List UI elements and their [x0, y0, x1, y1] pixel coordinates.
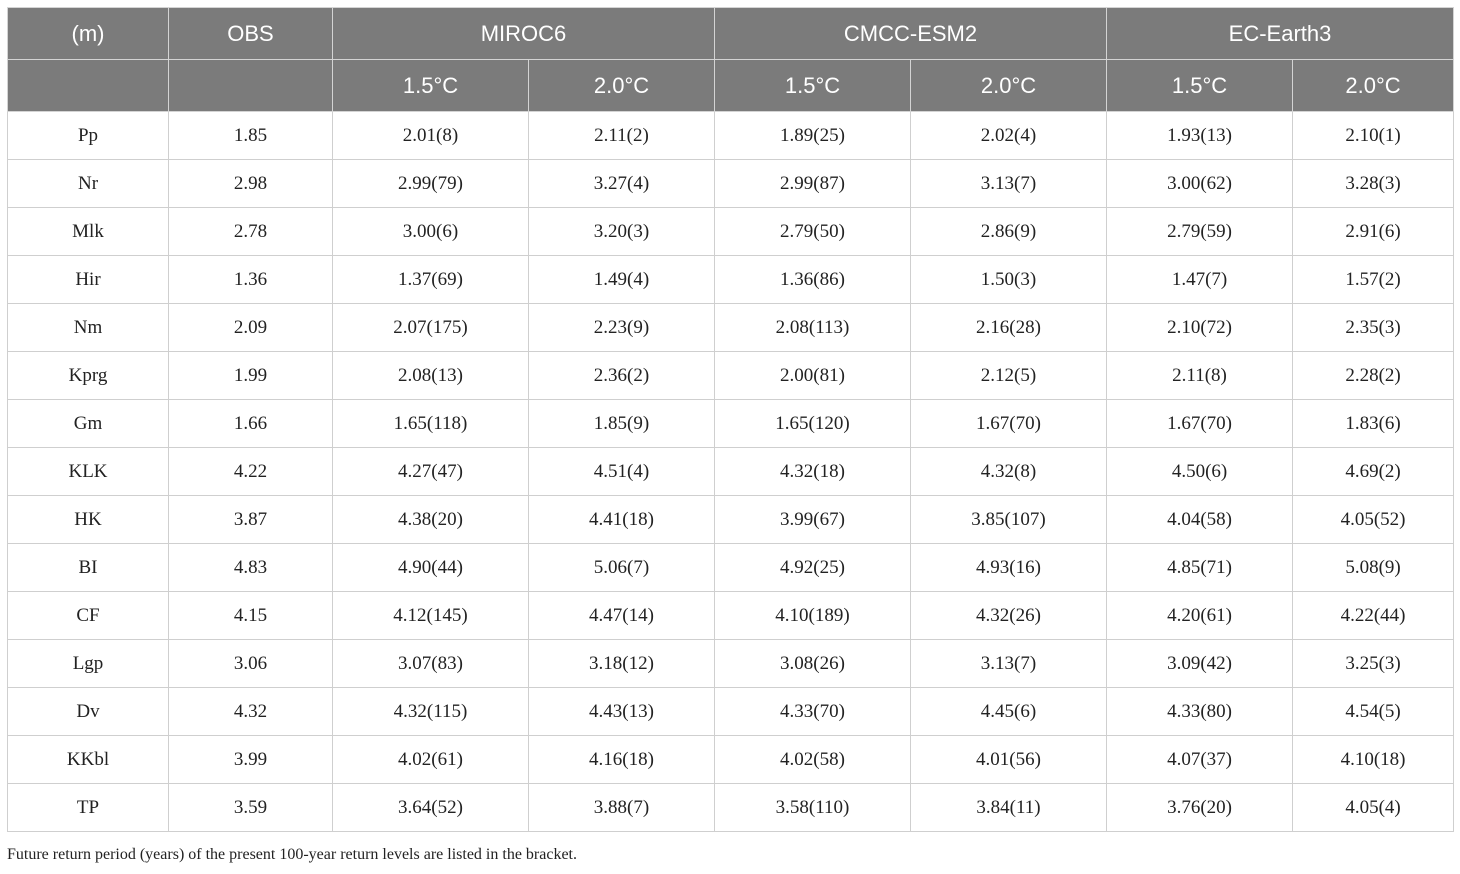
cmcc-esm2-2p0-cell: 4.93(16)	[911, 544, 1107, 592]
header-model-cmcc-esm2: CMCC-ESM2	[715, 8, 1107, 60]
ec-earth3-1p5-cell: 2.79(59)	[1107, 208, 1293, 256]
table-row	[8, 112, 1454, 160]
miroc6-1p5-cell: 1.37(69)	[333, 256, 529, 304]
station-name-cell: Lgp	[8, 640, 169, 688]
obs-value-cell: 3.99	[169, 736, 333, 784]
miroc6-1p5-cell: 4.38(20)	[333, 496, 529, 544]
ec-earth3-1p5-cell: 4.85(71)	[1107, 544, 1293, 592]
cmcc-esm2-1p5-cell: 3.58(110)	[715, 784, 911, 832]
header-model-miroc6: MIROC6	[333, 8, 715, 60]
miroc6-2p0-cell: 2.36(2)	[529, 352, 715, 400]
obs-value-cell: 2.78	[169, 208, 333, 256]
ec-earth3-2p0-cell: 4.10(18)	[1293, 736, 1454, 784]
cmcc-esm2-1p5-cell: 4.32(18)	[715, 448, 911, 496]
miroc6-2p0-cell: 3.18(12)	[529, 640, 715, 688]
cmcc-esm2-1p5-cell: 1.36(86)	[715, 256, 911, 304]
cmcc-esm2-1p5-cell: 4.33(70)	[715, 688, 911, 736]
ec-earth3-1p5-cell: 2.10(72)	[1107, 304, 1293, 352]
cmcc-esm2-1p5-cell: 2.99(87)	[715, 160, 911, 208]
miroc6-2p0-cell: 1.49(4)	[529, 256, 715, 304]
header-empty-cell	[8, 60, 169, 112]
table-row	[8, 496, 1454, 544]
table-row	[8, 784, 1454, 832]
miroc6-1p5-cell: 3.64(52)	[333, 784, 529, 832]
miroc6-1p5-cell: 4.12(145)	[333, 592, 529, 640]
ec-earth3-2p0-cell: 4.05(4)	[1293, 784, 1454, 832]
miroc6-2p0-cell: 4.43(13)	[529, 688, 715, 736]
ec-earth3-1p5-cell: 3.09(42)	[1107, 640, 1293, 688]
table-row	[8, 400, 1454, 448]
table-header	[8, 8, 1454, 112]
miroc6-1p5-cell: 1.65(118)	[333, 400, 529, 448]
ec-earth3-1p5-cell: 2.11(8)	[1107, 352, 1293, 400]
ec-earth3-2p0-cell: 2.35(3)	[1293, 304, 1454, 352]
table-row	[8, 640, 1454, 688]
cmcc-esm2-2p0-cell: 4.45(6)	[911, 688, 1107, 736]
miroc6-2p0-cell: 2.23(9)	[529, 304, 715, 352]
table-row	[8, 544, 1454, 592]
station-name-cell: KLK	[8, 448, 169, 496]
obs-value-cell: 2.09	[169, 304, 333, 352]
ec-earth3-2p0-cell: 1.57(2)	[1293, 256, 1454, 304]
cmcc-esm2-1p5-cell: 1.89(25)	[715, 112, 911, 160]
obs-value-cell: 1.99	[169, 352, 333, 400]
ec-earth3-1p5-cell: 4.04(58)	[1107, 496, 1293, 544]
cmcc-esm2-1p5-cell: 4.10(189)	[715, 592, 911, 640]
station-name-cell: KKbl	[8, 736, 169, 784]
table-row	[8, 352, 1454, 400]
obs-value-cell: 3.87	[169, 496, 333, 544]
ec-earth3-2p0-cell: 2.91(6)	[1293, 208, 1454, 256]
miroc6-1p5-cell: 2.07(175)	[333, 304, 529, 352]
table-row	[8, 448, 1454, 496]
miroc6-1p5-cell: 4.02(61)	[333, 736, 529, 784]
cmcc-esm2-2p0-cell: 3.84(11)	[911, 784, 1107, 832]
ec-earth3-1p5-cell: 1.47(7)	[1107, 256, 1293, 304]
miroc6-2p0-cell: 4.47(14)	[529, 592, 715, 640]
miroc6-2p0-cell: 4.41(18)	[529, 496, 715, 544]
cmcc-esm2-2p0-cell: 3.85(107)	[911, 496, 1107, 544]
return-level-table-container	[7, 7, 1453, 832]
ec-earth3-1p5-cell: 1.67(70)	[1107, 400, 1293, 448]
header-warming-level: 2.0°C	[1293, 60, 1454, 112]
miroc6-1p5-cell: 2.08(13)	[333, 352, 529, 400]
cmcc-esm2-1p5-cell: 2.79(50)	[715, 208, 911, 256]
station-name-cell: BI	[8, 544, 169, 592]
station-name-cell: HK	[8, 496, 169, 544]
obs-value-cell: 1.36	[169, 256, 333, 304]
ec-earth3-1p5-cell: 4.50(6)	[1107, 448, 1293, 496]
miroc6-1p5-cell: 2.01(8)	[333, 112, 529, 160]
station-name-cell: Hir	[8, 256, 169, 304]
obs-value-cell: 3.06	[169, 640, 333, 688]
ec-earth3-2p0-cell: 5.08(9)	[1293, 544, 1454, 592]
miroc6-1p5-cell: 4.32(115)	[333, 688, 529, 736]
cmcc-esm2-1p5-cell: 4.92(25)	[715, 544, 911, 592]
ec-earth3-2p0-cell: 3.28(3)	[1293, 160, 1454, 208]
header-row-warming-levels	[8, 60, 1454, 112]
ec-earth3-1p5-cell: 3.00(62)	[1107, 160, 1293, 208]
cmcc-esm2-2p0-cell: 4.01(56)	[911, 736, 1107, 784]
obs-value-cell: 1.66	[169, 400, 333, 448]
table-row	[8, 688, 1454, 736]
station-name-cell: Nr	[8, 160, 169, 208]
header-warming-level: 2.0°C	[529, 60, 715, 112]
cmcc-esm2-1p5-cell: 3.08(26)	[715, 640, 911, 688]
miroc6-2p0-cell: 5.06(7)	[529, 544, 715, 592]
ec-earth3-2p0-cell: 1.83(6)	[1293, 400, 1454, 448]
ec-earth3-1p5-cell: 4.20(61)	[1107, 592, 1293, 640]
table-row	[8, 256, 1454, 304]
miroc6-2p0-cell: 4.16(18)	[529, 736, 715, 784]
miroc6-1p5-cell: 3.07(83)	[333, 640, 529, 688]
ec-earth3-1p5-cell: 4.07(37)	[1107, 736, 1293, 784]
miroc6-2p0-cell: 3.88(7)	[529, 784, 715, 832]
header-row-models	[8, 8, 1454, 60]
cmcc-esm2-2p0-cell: 1.67(70)	[911, 400, 1107, 448]
header-unit: (m)	[8, 8, 169, 60]
ec-earth3-1p5-cell: 4.33(80)	[1107, 688, 1293, 736]
miroc6-2p0-cell: 3.20(3)	[529, 208, 715, 256]
ec-earth3-2p0-cell: 4.22(44)	[1293, 592, 1454, 640]
ec-earth3-1p5-cell: 1.93(13)	[1107, 112, 1293, 160]
table-row	[8, 208, 1454, 256]
ec-earth3-2p0-cell: 4.54(5)	[1293, 688, 1454, 736]
ec-earth3-2p0-cell: 2.10(1)	[1293, 112, 1454, 160]
cmcc-esm2-2p0-cell: 2.02(4)	[911, 112, 1107, 160]
header-empty-cell	[169, 60, 333, 112]
cmcc-esm2-2p0-cell: 4.32(26)	[911, 592, 1107, 640]
obs-value-cell: 4.15	[169, 592, 333, 640]
cmcc-esm2-2p0-cell: 3.13(7)	[911, 640, 1107, 688]
table-body	[8, 112, 1454, 832]
station-name-cell: Mlk	[8, 208, 169, 256]
cmcc-esm2-1p5-cell: 4.02(58)	[715, 736, 911, 784]
cmcc-esm2-1p5-cell: 1.65(120)	[715, 400, 911, 448]
station-name-cell: CF	[8, 592, 169, 640]
obs-value-cell: 4.32	[169, 688, 333, 736]
station-name-cell: Nm	[8, 304, 169, 352]
cmcc-esm2-1p5-cell: 2.00(81)	[715, 352, 911, 400]
miroc6-2p0-cell: 2.11(2)	[529, 112, 715, 160]
station-name-cell: Dv	[8, 688, 169, 736]
table-row	[8, 160, 1454, 208]
obs-value-cell: 3.59	[169, 784, 333, 832]
cmcc-esm2-2p0-cell: 3.13(7)	[911, 160, 1107, 208]
cmcc-esm2-1p5-cell: 3.99(67)	[715, 496, 911, 544]
table-footnote: Future return period (years) of the present 100-year return levels are listed in the bracket.	[7, 846, 577, 863]
miroc6-1p5-cell: 4.27(47)	[333, 448, 529, 496]
cmcc-esm2-1p5-cell: 2.08(113)	[715, 304, 911, 352]
header-warming-level: 1.5°C	[333, 60, 529, 112]
ec-earth3-2p0-cell: 2.28(2)	[1293, 352, 1454, 400]
station-name-cell: TP	[8, 784, 169, 832]
ec-earth3-2p0-cell: 4.05(52)	[1293, 496, 1454, 544]
header-obs: OBS	[169, 8, 333, 60]
station-name-cell: Gm	[8, 400, 169, 448]
obs-value-cell: 4.22	[169, 448, 333, 496]
obs-value-cell: 4.83	[169, 544, 333, 592]
table-row	[8, 304, 1454, 352]
header-warming-level: 1.5°C	[1107, 60, 1293, 112]
miroc6-1p5-cell: 2.99(79)	[333, 160, 529, 208]
cmcc-esm2-2p0-cell: 2.12(5)	[911, 352, 1107, 400]
header-model-ec-earth3: EC-Earth3	[1107, 8, 1454, 60]
ec-earth3-2p0-cell: 3.25(3)	[1293, 640, 1454, 688]
table-row	[8, 736, 1454, 784]
cmcc-esm2-2p0-cell: 1.50(3)	[911, 256, 1107, 304]
station-name-cell: Pp	[8, 112, 169, 160]
return-level-table	[7, 7, 1454, 832]
table-row	[8, 592, 1454, 640]
obs-value-cell: 2.98	[169, 160, 333, 208]
cmcc-esm2-2p0-cell: 2.16(28)	[911, 304, 1107, 352]
cmcc-esm2-2p0-cell: 2.86(9)	[911, 208, 1107, 256]
miroc6-2p0-cell: 1.85(9)	[529, 400, 715, 448]
miroc6-2p0-cell: 4.51(4)	[529, 448, 715, 496]
station-name-cell: Kprg	[8, 352, 169, 400]
miroc6-2p0-cell: 3.27(4)	[529, 160, 715, 208]
header-warming-level: 2.0°C	[911, 60, 1107, 112]
miroc6-1p5-cell: 3.00(6)	[333, 208, 529, 256]
header-warming-level: 1.5°C	[715, 60, 911, 112]
ec-earth3-1p5-cell: 3.76(20)	[1107, 784, 1293, 832]
cmcc-esm2-2p0-cell: 4.32(8)	[911, 448, 1107, 496]
miroc6-1p5-cell: 4.90(44)	[333, 544, 529, 592]
ec-earth3-2p0-cell: 4.69(2)	[1293, 448, 1454, 496]
obs-value-cell: 1.85	[169, 112, 333, 160]
